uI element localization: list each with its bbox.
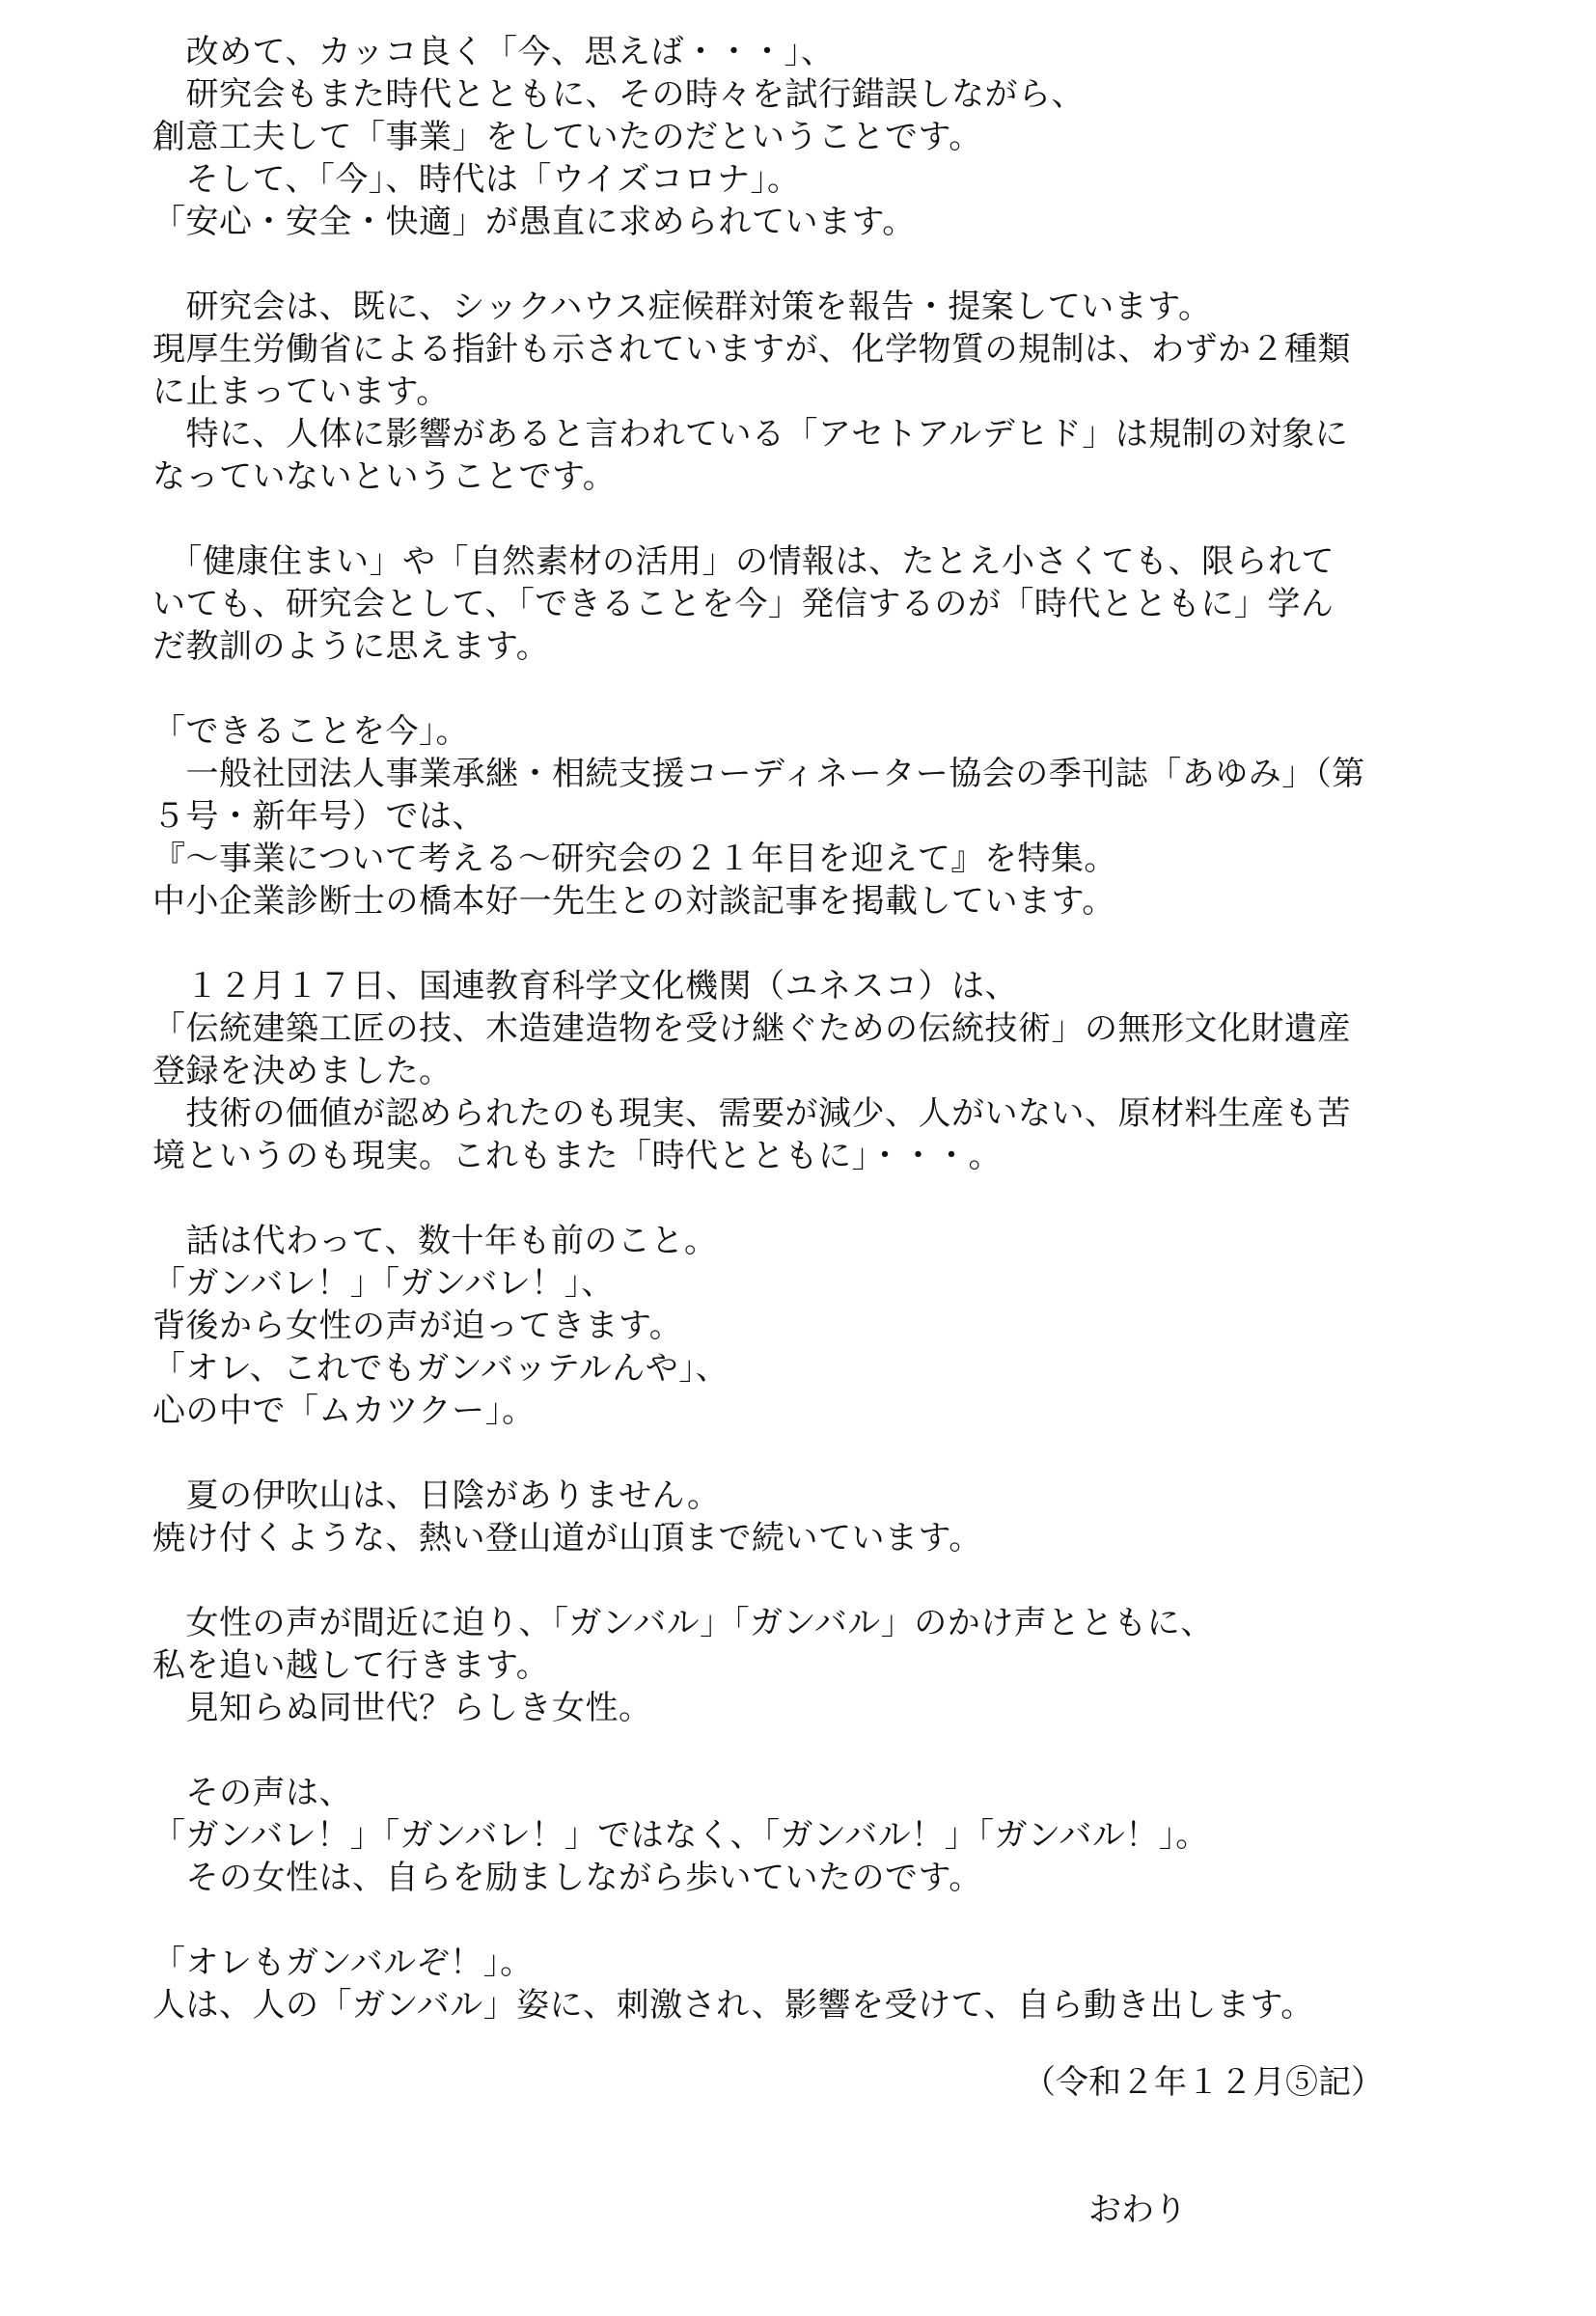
paragraph <box>152 540 1465 668</box>
text-line: 中小企業診断士の橋本好一先生との対談記事を掲載しています。 <box>152 882 1115 921</box>
text-line: 登録を決めました。 <box>152 1052 453 1090</box>
text-line: 「ガンバレ！」「ガンバレ！」、 <box>152 1264 615 1303</box>
paragraph-spacer <box>152 1559 1465 1602</box>
paragraph <box>152 1220 1465 1432</box>
paragraph-spacer <box>152 1432 1465 1475</box>
text-line: 現厚生労働省による指針も示されていますが、化学物質の規制は、わずか２種類 <box>152 330 1351 369</box>
paragraph-spacer <box>152 1729 1465 1772</box>
text-line: 境というのも現実。これもまた「時代とともに」・・・。 <box>152 1137 1002 1175</box>
text-line: そして、「今」、時代は「ウイズコロナ」。 <box>152 160 801 199</box>
closing-end: おわり <box>1023 2191 1187 2229</box>
text-line: 技術の価値が認められたのも現実、需要が減少、人がいない、原材料生産も苦 <box>152 1094 1351 1133</box>
paragraph <box>152 710 1465 923</box>
document-body <box>152 31 1465 2026</box>
text-line: 「健康住まい」や「自然素材の活用」の情報は、たとえ小さくても、限られて <box>152 542 1335 581</box>
closing-block <box>1023 1976 1384 2316</box>
text-line: 研究会は、既に、シックハウス症候群対策を報告・提案しています。 <box>152 288 1212 326</box>
paragraph <box>152 1772 1465 1899</box>
closing-date-note: （令和２年１２月⑤記） <box>1023 2063 1384 2102</box>
paragraph-spacer <box>152 668 1465 710</box>
text-line: いても、研究会として、「できることを今」発信するのが「時代とともに」学ん <box>152 585 1335 623</box>
text-line: だ教訓のように思えます。 <box>152 627 550 666</box>
text-line: 焼け付くような、熱い登山道が山頂まで続いています。 <box>152 1519 982 1558</box>
paragraph-spacer <box>152 498 1465 540</box>
text-line: 『～事業について考える～研究会の２１年目を迎えて』を特集。 <box>152 840 1117 878</box>
paragraph <box>152 965 1465 1177</box>
text-line: 「ガンバレ！」「ガンバレ！」ではなく、「ガンバル！」「ガンバル！」。 <box>152 1816 1209 1855</box>
text-line: なっていないということです。 <box>152 457 617 496</box>
text-line: に止まっています。 <box>152 372 450 411</box>
text-line: 改めて、カッコ良く「今、思えば・・・」、 <box>152 33 835 71</box>
text-line: 「安心・安全・快適」が愚直に求められています。 <box>152 203 916 241</box>
text-line: 一般社団法人事業承継・相続支援コーディネーター協会の季刊誌「あゆみ」（第 <box>152 755 1365 793</box>
text-line: 見知らぬ同世代？らしき女性。 <box>152 1689 652 1727</box>
paragraph <box>152 286 1465 498</box>
text-line: 心の中で「ムカツクー」。 <box>152 1392 536 1430</box>
text-line: １２月１７日、国連教育科学文化機関（ユネスコ）は、 <box>152 967 1018 1006</box>
text-line: ５号・新年号）では、 <box>152 797 485 836</box>
paragraph-spacer <box>152 243 1465 286</box>
text-line: 人は、人の「ガンバル」姿に、刺激され、影響を受けて、自ら動き出します。 <box>152 1986 1314 2025</box>
paragraph-spacer <box>152 1899 1465 1942</box>
text-line: 「できることを今」。 <box>152 712 469 751</box>
text-line: 話は代わって、数十年も前のこと。 <box>152 1222 718 1260</box>
text-line: 「伝統建築工匠の技、木造建造物を受け継ぐための伝統技術」の無形文化財遺産 <box>152 1009 1351 1048</box>
paragraph <box>152 1475 1465 1559</box>
text-line: 夏の伊吹山は、日陰がありません。 <box>152 1476 721 1515</box>
paragraph-spacer <box>152 923 1465 965</box>
text-line: 私を追い越して行きます。 <box>152 1646 550 1685</box>
text-line: 「オレ、これでもガンバッテルんや」、 <box>152 1349 729 1388</box>
paragraph <box>152 31 1465 243</box>
paragraph <box>152 1602 1465 1729</box>
text-line: 女性の声が間近に迫り、「ガンバル」「ガンバル」のかけ声とともに、 <box>152 1604 1214 1642</box>
paragraph-spacer <box>152 1177 1465 1220</box>
text-line: 研究会もまた時代とともに、その時々を試行錯誤しながら、 <box>152 75 1085 114</box>
text-line: その声は、 <box>152 1774 352 1812</box>
text-line: 「オレもガンバルぞ！」。 <box>152 1944 534 1982</box>
text-line: 創意工夫して「事業」をしていたのだということです。 <box>152 118 982 156</box>
text-line: 特に、人体に影響があると言われている「アセトアルデヒド」は規制の対象に <box>152 415 1349 454</box>
text-line: 背後から女性の声が迫ってきます。 <box>152 1307 683 1345</box>
text-line: その女性は、自らを励ましながら歩いていたのです。 <box>152 1859 982 1897</box>
